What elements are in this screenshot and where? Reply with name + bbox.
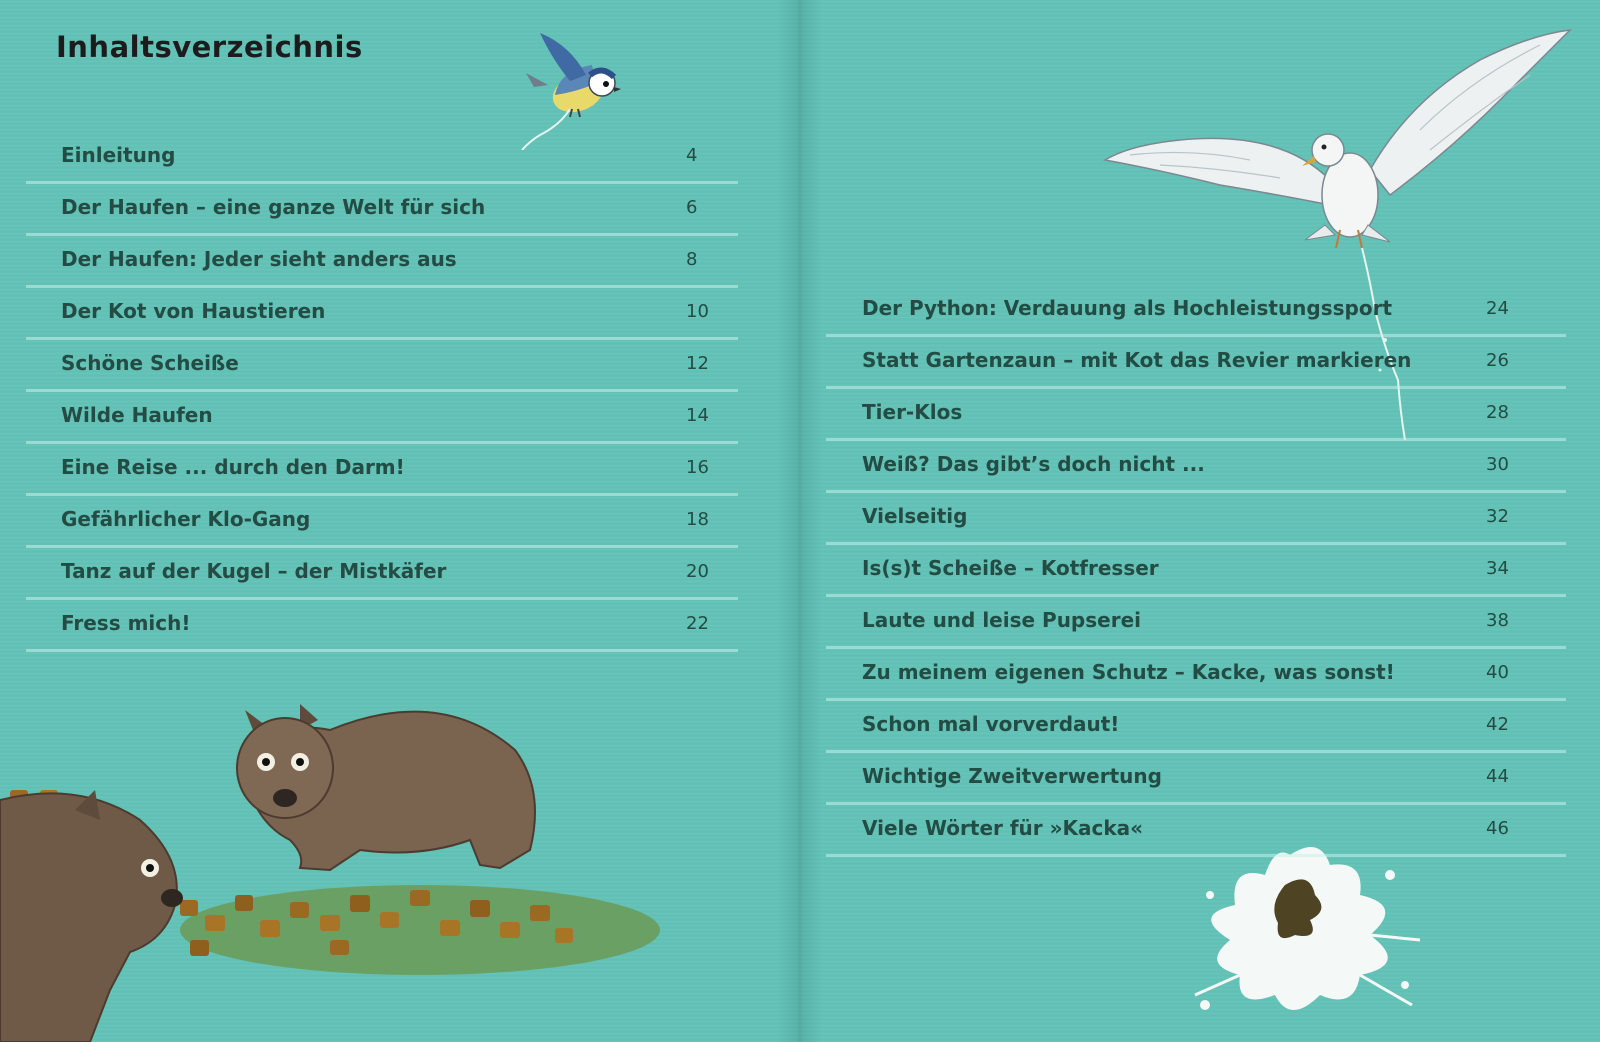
- entry-page-number: 30: [1486, 454, 1509, 475]
- entry-title: Gefährlicher Klo-Gang: [61, 507, 311, 531]
- entry-title: Wilde Haufen: [61, 403, 213, 427]
- entry-title: Laute und leise Pupserei: [862, 608, 1141, 632]
- entry-title: Der Haufen: Jeder sieht anders aus: [61, 247, 457, 271]
- entry-title: Vielseitig: [862, 504, 968, 528]
- entry-title: Schon mal vorverdaut!: [862, 712, 1120, 736]
- toc-entry[interactable]: [826, 285, 1566, 337]
- entry-page-number: 4: [686, 145, 698, 166]
- entry-title: Statt Gartenzaun – mit Kot das Revier markieren: [862, 348, 1412, 372]
- toc-entry[interactable]: [826, 389, 1566, 441]
- entry-page-number: 46: [1486, 818, 1509, 839]
- toc-entry[interactable]: [826, 493, 1566, 545]
- entry-title: Schöne Scheiße: [61, 351, 239, 375]
- entry-page-number: 16: [686, 457, 709, 478]
- entry-page-number: 18: [686, 509, 709, 530]
- entry-title: Viele Wörter für »Kacka«: [862, 816, 1144, 840]
- entry-page-number: 42: [1486, 714, 1509, 735]
- entry-page-number: 6: [686, 197, 698, 218]
- toc-title: Inhaltsverzeichnis: [56, 30, 363, 64]
- entry-page-number: 28: [1486, 402, 1509, 423]
- entry-title: Der Python: Verdauung als Hochleistungssport: [862, 296, 1393, 320]
- entry-title: Einleitung: [61, 143, 176, 167]
- toc-entry[interactable]: [26, 600, 738, 652]
- toc-entry[interactable]: [26, 496, 738, 548]
- entry-page-number: 14: [686, 405, 709, 426]
- entry-page-number: 38: [1486, 610, 1509, 631]
- entry-page-number: 24: [1486, 298, 1509, 319]
- splat-illustration: [1180, 835, 1430, 1025]
- entry-page-number: 22: [686, 613, 709, 634]
- entry-page-number: 10: [686, 301, 709, 322]
- entry-title: Weiß? Das gibt’s doch nicht ...: [862, 452, 1205, 476]
- toc-right-list: [826, 285, 1566, 857]
- toc-entry[interactable]: [26, 444, 738, 496]
- entry-page-number: 8: [686, 249, 698, 270]
- entry-title: Der Kot von Haustieren: [61, 299, 326, 323]
- entry-title: Fress mich!: [61, 611, 191, 635]
- toc-entry[interactable]: [26, 288, 738, 340]
- entry-page-number: 26: [1486, 350, 1509, 371]
- entry-title: Zu meinem eigenen Schutz – Kacke, was sonst!: [862, 660, 1395, 684]
- toc-entry[interactable]: [26, 236, 738, 288]
- entry-page-number: 20: [686, 561, 709, 582]
- entry-page-number: 32: [1486, 506, 1509, 527]
- entry-title: Der Haufen – eine ganze Welt für sich: [61, 195, 486, 219]
- book-spine: [778, 0, 822, 1042]
- toc-entry[interactable]: [26, 184, 738, 236]
- toc-entry[interactable]: [826, 597, 1566, 649]
- toc-entry[interactable]: [26, 340, 738, 392]
- entry-page-number: 34: [1486, 558, 1509, 579]
- toc-entry[interactable]: [826, 753, 1566, 805]
- toc-entry[interactable]: [26, 548, 738, 600]
- toc-entry[interactable]: [826, 649, 1566, 701]
- toc-entry[interactable]: [826, 701, 1566, 753]
- entry-title: Tanz auf der Kugel – der Mistkäfer: [61, 559, 447, 583]
- entry-page-number: 12: [686, 353, 709, 374]
- toc-entry[interactable]: [826, 441, 1566, 493]
- toc-entry[interactable]: [826, 805, 1566, 857]
- toc-entry[interactable]: [26, 392, 738, 444]
- entry-title: Is(s)t Scheiße – Kotfresser: [862, 556, 1159, 580]
- toc-entry[interactable]: [826, 545, 1566, 597]
- entry-title: Tier-Klos: [862, 400, 963, 424]
- toc-entry[interactable]: [826, 337, 1566, 389]
- toc-entry[interactable]: [26, 132, 738, 184]
- entry-title: Wichtige Zweitverwertung: [862, 764, 1162, 788]
- entry-page-number: 40: [1486, 662, 1509, 683]
- entry-page-number: 44: [1486, 766, 1509, 787]
- toc-left-list: [26, 132, 738, 652]
- wombats-illustration: [0, 690, 680, 1042]
- entry-title: Eine Reise ... durch den Darm!: [61, 455, 405, 479]
